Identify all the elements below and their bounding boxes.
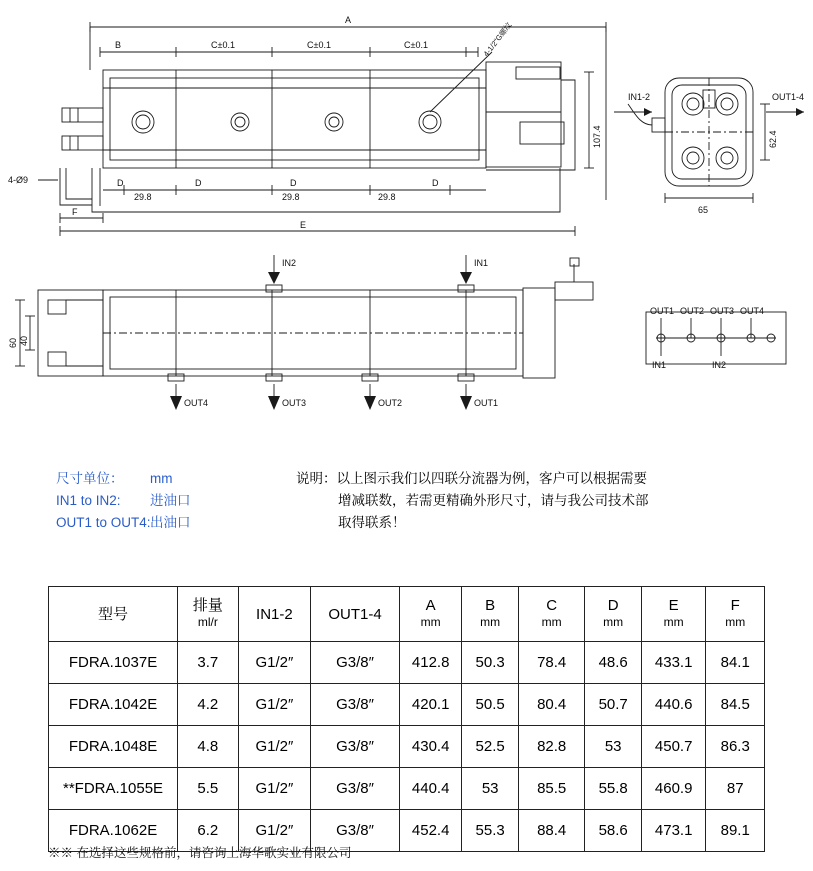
cell-model: FDRA.1042E	[49, 684, 178, 726]
label-out1-4: OUT1-4	[772, 92, 805, 102]
cell-a: 430.4	[399, 726, 462, 768]
spec-table	[48, 586, 765, 852]
dim-label-D4: D	[432, 178, 439, 188]
cell-in: G1/2″	[238, 768, 311, 810]
schematic-label-out1: OUT1	[650, 306, 675, 316]
cell-b: 52.5	[462, 726, 518, 768]
legend-block	[56, 468, 191, 534]
cell-a: 412.8	[399, 642, 462, 684]
cell-a: 440.4	[399, 768, 462, 810]
header-b: B mm	[462, 587, 518, 642]
cell-c: 78.4	[518, 642, 585, 684]
cell-displacement: 4.2	[178, 684, 239, 726]
cell-displacement: 4.8	[178, 726, 239, 768]
cell-out: G3/8″	[311, 810, 400, 852]
cell-e: 440.6	[641, 684, 706, 726]
cell-c: 80.4	[518, 684, 585, 726]
label-in1-2: IN1-2	[628, 92, 651, 102]
cell-f: 84.1	[706, 642, 765, 684]
label-out3: OUT3	[282, 398, 307, 408]
header-displacement-line2: ml/r	[197, 615, 218, 629]
cell-f: 86.3	[706, 726, 765, 768]
dim-label-C2: C±0.1	[307, 40, 331, 50]
header-displacement-line1: 排量	[192, 597, 223, 614]
cell-displacement: 6.2	[178, 810, 239, 852]
legend-label-inlet: IN1 to IN2:	[56, 493, 121, 508]
cell-in: G1/2″	[238, 642, 311, 684]
description-line-2: 增减联数，若需更精确外形尺寸，请与我公司技术部	[338, 493, 649, 508]
schematic-label-out2: OUT2	[680, 306, 705, 316]
dim-label-298-1: 29.8	[134, 192, 152, 202]
cell-b: 55.3	[462, 810, 518, 852]
cell-out: G3/8″	[311, 726, 400, 768]
cell-d: 50.7	[585, 684, 641, 726]
legend-label-units: 尺寸单位：	[56, 471, 124, 486]
header-a: A mm	[399, 587, 462, 642]
schematic-label-out3: OUT3	[710, 306, 735, 316]
table-row	[49, 726, 765, 768]
description-line-3: 取得联系！	[338, 515, 406, 530]
legend-row-units	[56, 468, 191, 490]
dim-label-40: 40	[19, 335, 29, 346]
cell-c: 85.5	[518, 768, 585, 810]
label-in2: IN2	[282, 258, 297, 268]
cell-e: 450.7	[641, 726, 706, 768]
cell-a: 420.1	[399, 684, 462, 726]
dim-label-60: 60	[8, 337, 18, 348]
spec-table-wrapper	[48, 586, 765, 852]
dim-label-65: 65	[698, 205, 709, 215]
dim-label-A: A	[345, 15, 352, 25]
table-footnote: ※※ 在选择这些规格前，请咨询上海华歌实业有限公司	[48, 846, 352, 860]
cell-c: 82.8	[518, 726, 585, 768]
dim-label-298-2: 29.8	[282, 192, 300, 202]
cell-f: 87	[706, 768, 765, 810]
cell-displacement: 3.7	[178, 642, 239, 684]
dim-label-1074: 107.4	[592, 125, 602, 148]
cell-d: 55.8	[585, 768, 641, 810]
cell-displacement: 5.5	[178, 768, 239, 810]
dim-label-298-3: 29.8	[378, 192, 396, 202]
dim-label-F: F	[72, 207, 78, 217]
header-displacement	[178, 587, 239, 642]
dim-label-624: 62.4	[768, 130, 778, 148]
dim-label-B: B	[115, 40, 122, 50]
cell-d: 58.6	[585, 810, 641, 852]
legend-row-outlet	[56, 512, 191, 534]
schematic-label-in1: IN1	[652, 360, 667, 370]
cell-model: **FDRA.1055E	[49, 768, 178, 810]
cell-b: 50.5	[462, 684, 518, 726]
header-model	[49, 587, 178, 642]
dim-label-C3: C±0.1	[404, 40, 428, 50]
dim-label-E: E	[300, 220, 307, 230]
cell-out: G3/8″	[311, 684, 400, 726]
header-c: C mm	[518, 587, 585, 642]
dim-label-C1: C±0.1	[211, 40, 235, 50]
schematic-label-out4: OUT4	[740, 306, 765, 316]
cell-e: 473.1	[641, 810, 706, 852]
legend-value-inlet: 进油口	[150, 493, 191, 508]
cell-b: 50.3	[462, 642, 518, 684]
label-in1: IN1	[474, 258, 489, 268]
table-row	[49, 684, 765, 726]
schematic-label-in2: IN2	[712, 360, 727, 370]
table-row	[49, 642, 765, 684]
cell-model: FDRA.1037E	[49, 642, 178, 684]
cell-b: 53	[462, 768, 518, 810]
cell-out: G3/8″	[311, 642, 400, 684]
cell-e: 433.1	[641, 642, 706, 684]
description-line-1: 说明：以上图示我们以四联分流器为例，客户可以根据需要	[296, 471, 647, 486]
cell-in: G1/2″	[238, 684, 311, 726]
legend-value-units: mm	[150, 471, 173, 486]
label-out1: OUT1	[474, 398, 499, 408]
dim-label-D2: D	[195, 178, 202, 188]
dim-label-D1: D	[117, 178, 124, 188]
legend-label-outlet: OUT1 to OUT4:	[56, 515, 151, 530]
table-row	[49, 768, 765, 810]
cell-f: 89.1	[706, 810, 765, 852]
header-e: E mm	[641, 587, 706, 642]
description-block	[296, 468, 766, 534]
cell-d: 53	[585, 726, 641, 768]
cell-c: 88.4	[518, 810, 585, 852]
header-model-line1: 型号	[98, 605, 129, 623]
cell-f: 84.5	[706, 684, 765, 726]
cell-d: 48.6	[585, 642, 641, 684]
header-f: F mm	[706, 587, 765, 642]
cell-out: G3/8″	[311, 768, 400, 810]
label-out2: OUT2	[378, 398, 403, 408]
header-out: OUT1-4	[311, 587, 400, 642]
label-out4: OUT4	[184, 398, 209, 408]
cell-in: G1/2″	[238, 810, 311, 852]
cell-e: 460.9	[641, 768, 706, 810]
dim-label-4x9: 4-Ø9	[8, 175, 29, 185]
legend-row-inlet	[56, 490, 191, 512]
dim-label-D3: D	[290, 178, 297, 188]
cell-a: 452.4	[399, 810, 462, 852]
thread-note: 4-1/2"G螺纹	[481, 20, 514, 59]
header-d: D mm	[585, 587, 641, 642]
cell-in: G1/2″	[238, 726, 311, 768]
cell-model: FDRA.1062E	[49, 810, 178, 852]
cell-model: FDRA.1048E	[49, 726, 178, 768]
header-in: IN1-2	[238, 587, 311, 642]
table-header-row	[49, 587, 765, 642]
legend-value-outlet: 出油口	[150, 515, 191, 530]
